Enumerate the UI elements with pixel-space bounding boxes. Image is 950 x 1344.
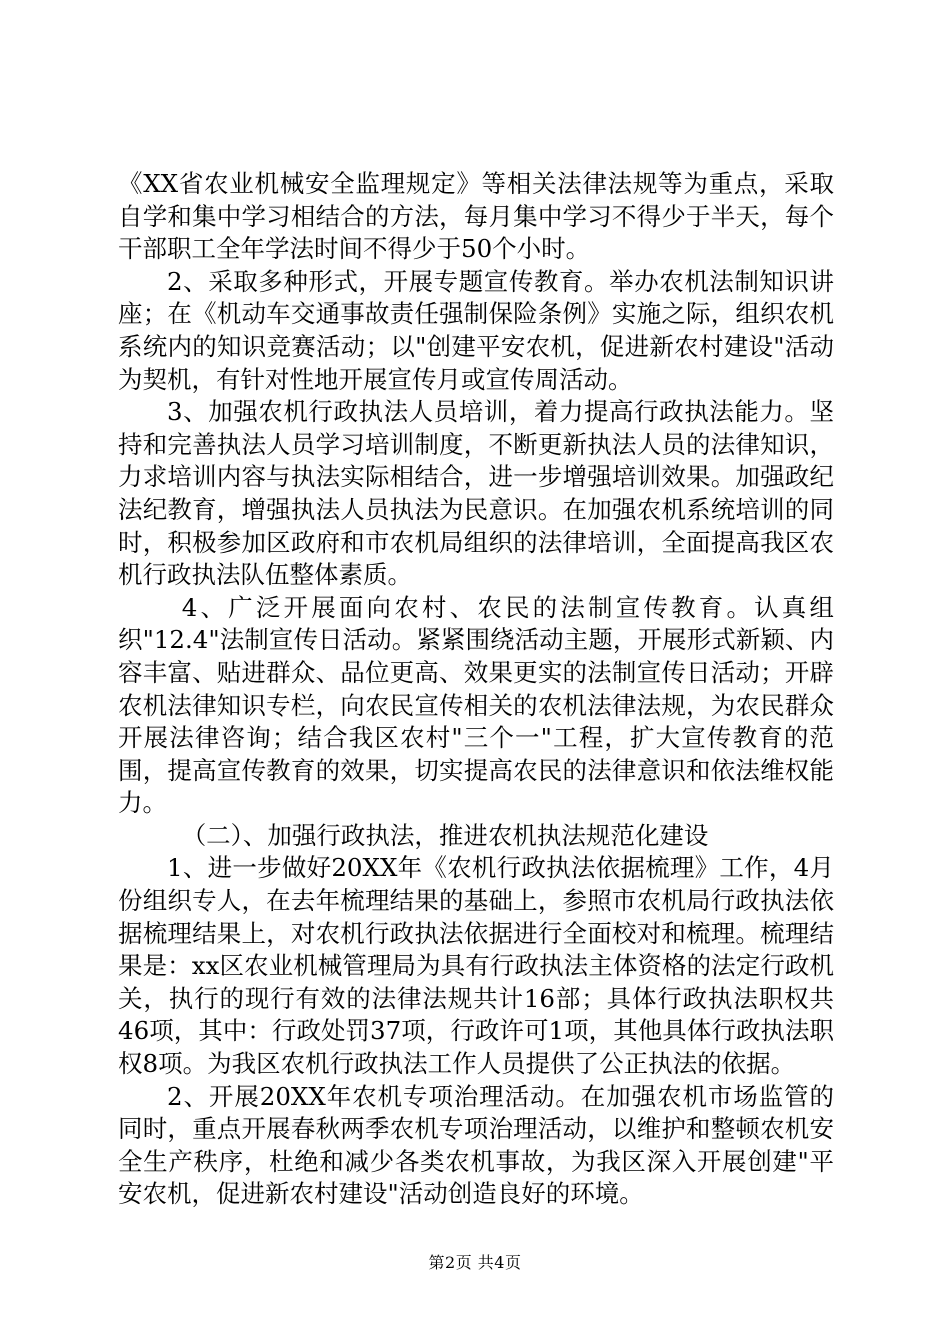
- page-number-footer: 第2页 共4页: [428, 1253, 522, 1272]
- document-body: [118, 168, 834, 1211]
- paragraph-study-methods: 《XX省农业机械安全监理规定》等相关法律法规等为重点，采取自学和集中学习相结合的方法，每月集中学习不得少于半天，每个干部职工全年学法时间不得少于50个小时。: [118, 169, 834, 264]
- paragraph-publicity-education: 2、采取多种形式，开展专题宣传教育。举办农机法制知识讲座；在《机动车交通事故责任强制保险条例》实施之际，组织农机系统内的知识竞赛活动；以"创建平安农机，促进新农村建设"活动为契机，有针对性地开展宣传月或宣传周活动。: [118, 266, 834, 394]
- paragraph-rural-legal-education: 4、广泛开展面向农村、农民的法制宣传教育。认真组织"12.4"法制宣传日活动。紧紧围绕活动主题，开展形式新颖、内容丰富、贴进群众、品位更高、效果更实的法制宣传日活动；开辟农机法律知识专栏，向农民宣传相关的农机法律法规，为农民群众开展法律咨询；结合我区农村"三个一"工程，扩大宣传教育的范围，提高宣传教育的效果，切实提高农民的法律意识和依法维权能力。: [118, 592, 834, 818]
- paragraph-special-governance: 2、开展20XX年农机专项治理活动。在加强农机市场监管的同时，重点开展春秋两季农机专项治理活动，以维护和整顿农机安全生产秩序，杜绝和减少各类农机事故，为我区深入开展创建"平安农机，促进新农村建设"活动创造良好的环境。: [118, 1081, 834, 1209]
- section-heading-administrative-enforcement: （二）、加强行政执法，推进农机执法规范化建设: [181, 820, 709, 850]
- paragraph-enforcement-basis-review: 1、进一步做好20XX年《农机行政执法依据梳理》工作，4月份组织专人，在去年梳理结果的基础上，参照市农机局行政执法依据梳理结果上，对农机行政执法依据进行全面校对和梳理。梳理结果是：xx区农业机械管理局为具有行政执法主体资格的法定行政机关，执行的现行有效的法律法规共计16部；具体行政执法职权共46项，其中：行政处罚37项，行政许可1项，其他具体行政执法职权8项。为我区农机行政执法工作人员提供了公正执法的依据。: [118, 853, 834, 1079]
- paragraph-enforcement-training: 3、加强农机行政执法人员培训，着力提高行政执法能力。坚持和完善执法人员学习培训制度，不断更新执法人员的法律知识，力求培训内容与执法实际相结合，进一步增强培训效果。加强政纪法纪教育，增强执法人员执法为民意识。在加强农机系统培训的同时，积极参加区政府和市农机局组织的法律培训，全面提高我区农机行政执法队伍整体素质。: [118, 397, 834, 590]
